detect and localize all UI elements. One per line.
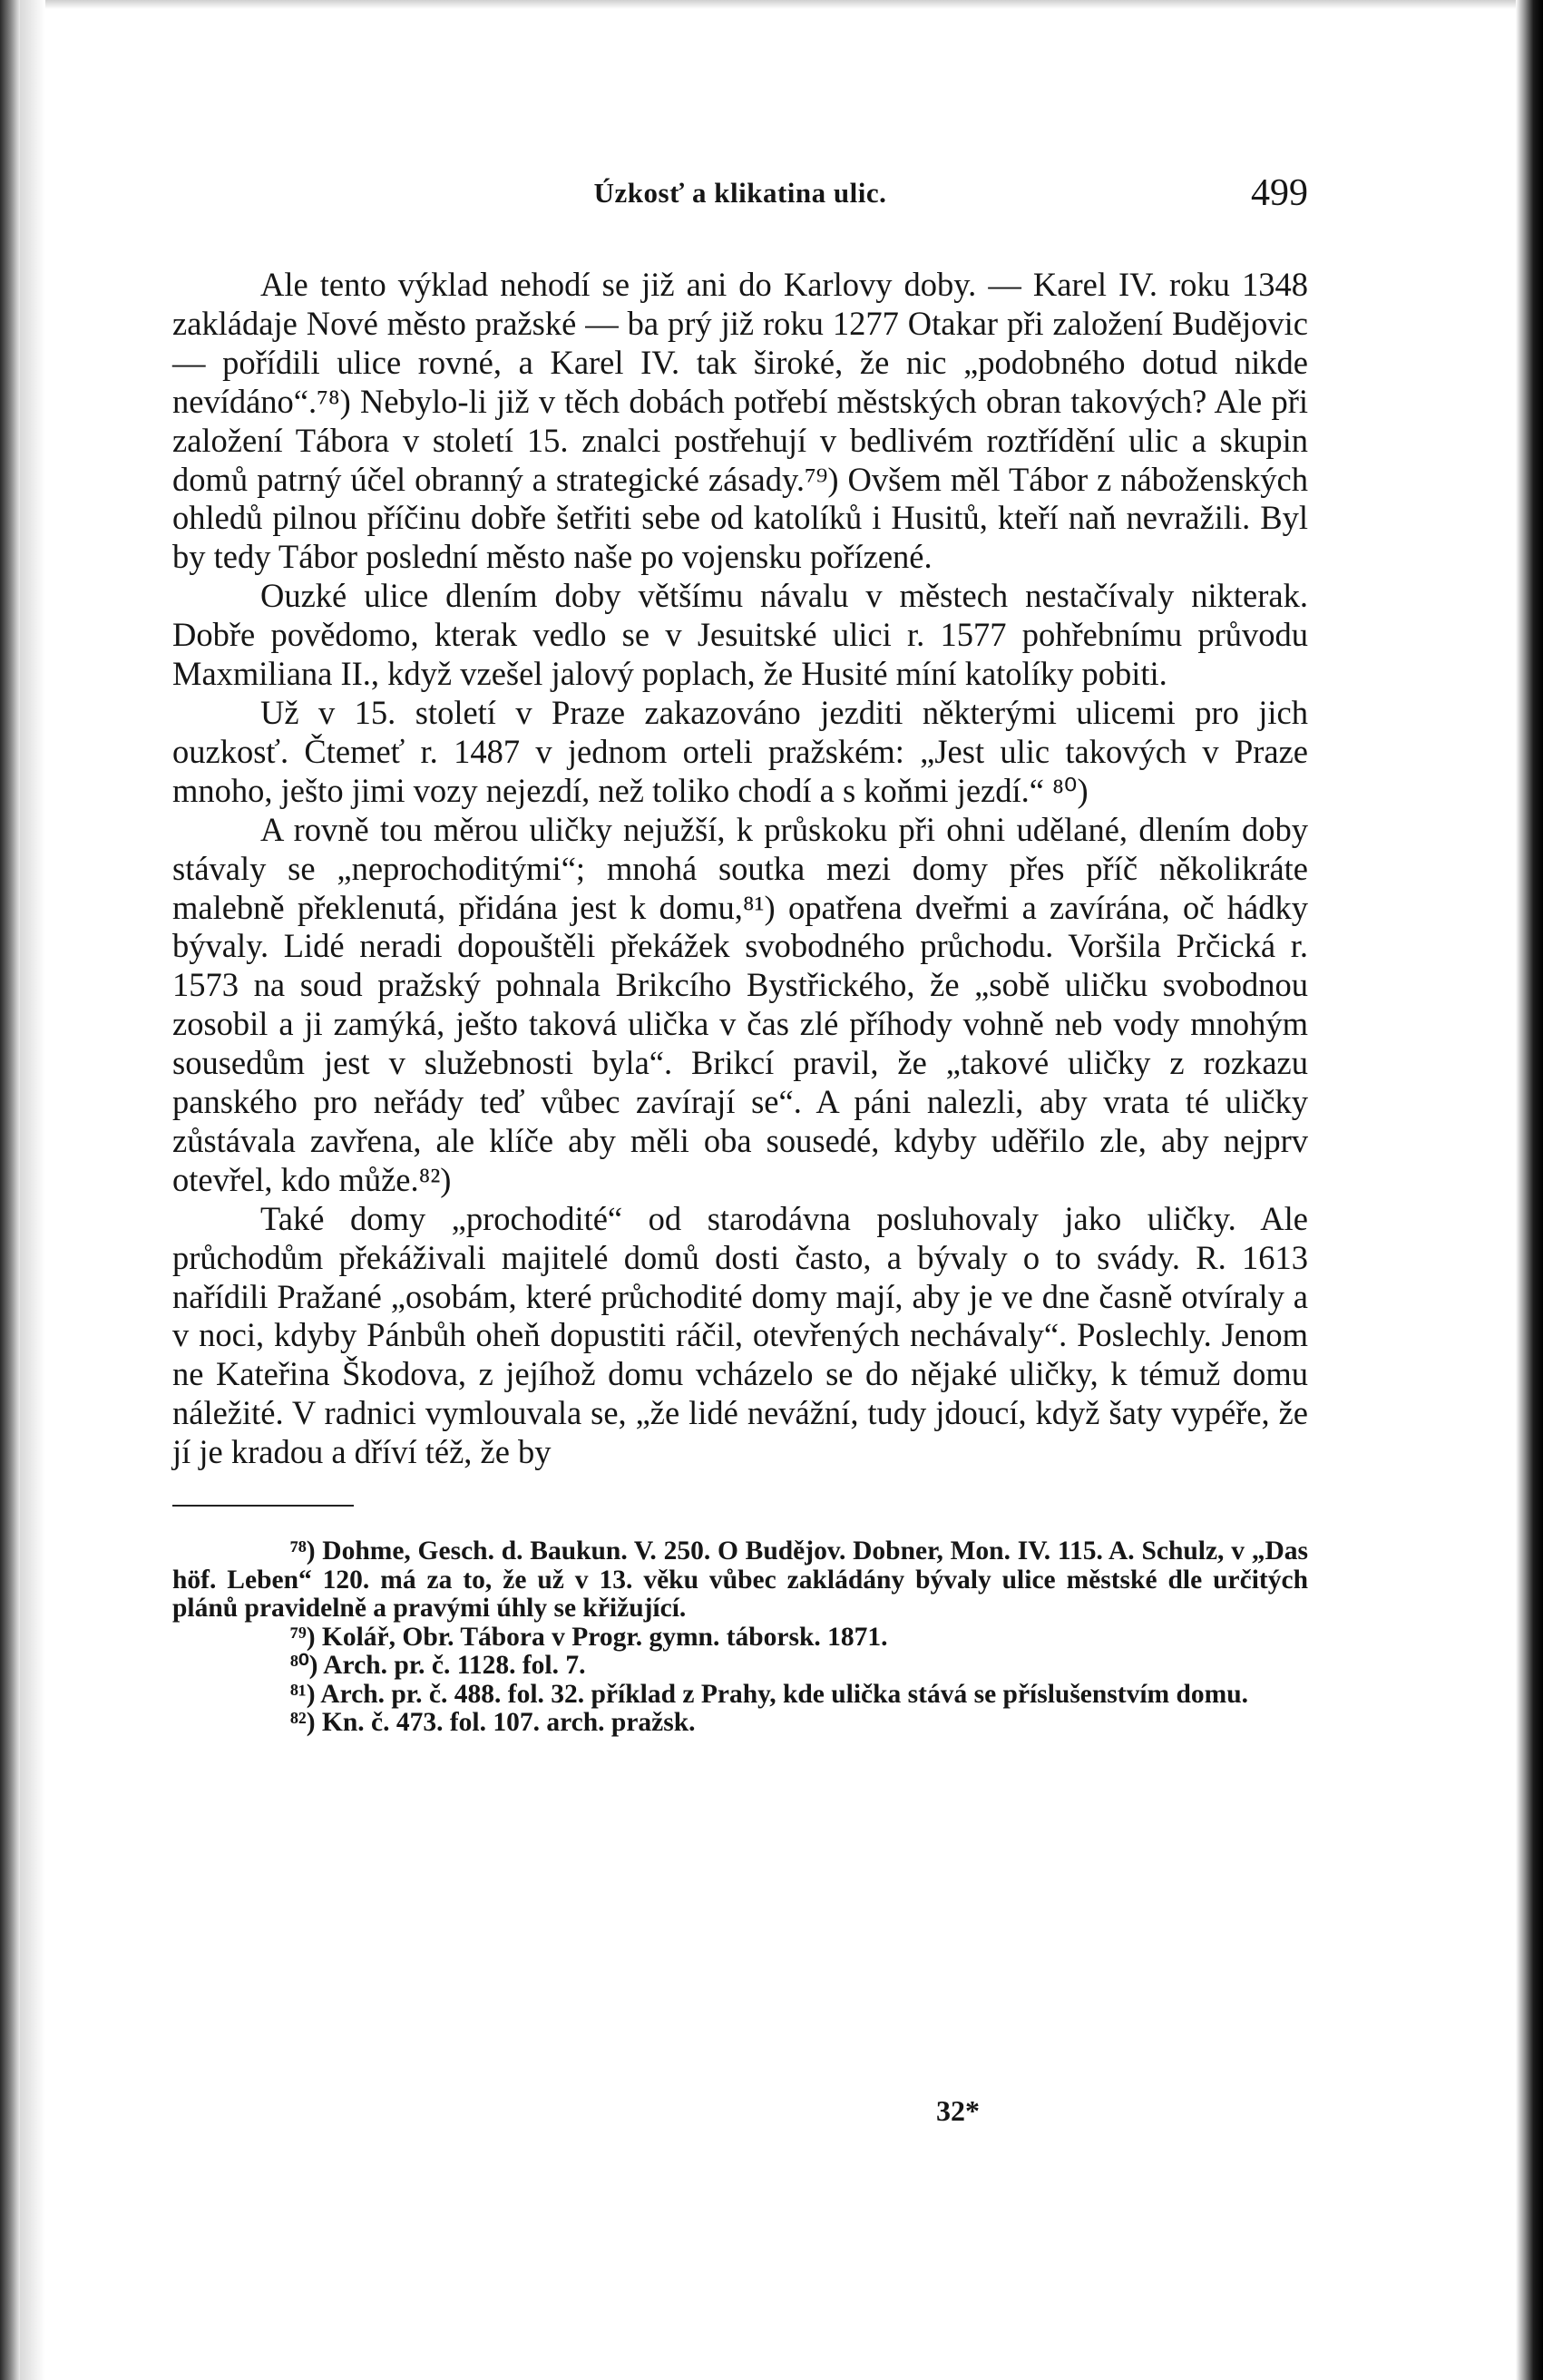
paragraph: Také domy „prochodité“ od starodávna posluhovaly jako uličky. Ale průchodům překáživali majitelé domů dosti často, a bývaly o to svády. R. 1613 nařídili Pražané „osobám, které průchodité domy mají, aby je ve dne časně otvíraly a v noci, kdyby Pánbůh oheň dopustiti ráčil, otevřených nechávaly“. Poslechly. Jenom ne Kateřina Škodova, z jejíhož domu vcházelo se do nějaké uličky, k témuž domu náležité. V radnici vymlouvala se, „že lidé nevážní, tudy jdoucí, když šaty vypéře, že jí je kradou a dříví též, že by [172,1199,1308,1471]
footnote: ⁸⁰) Arch. pr. č. 1128. fol. 7. [290,1651,586,1681]
footnote-rule [172,1505,354,1507]
signature-mark: 32* [936,2094,980,2127]
book-page [172,172,1308,1738]
scan-edge-right [1516,0,1543,2380]
running-head [172,172,1308,222]
paragraph: Ale tento výklad nehodí se již ani do Karlovy doby. — Karel IV. roku 1348 zakládaje Nové město pražské — ba prý již roku 1277 Otakar při založení Budějovic — pořídili ulice rovné, a Karel IV. tak široké, že nic „podobného dotud nikde nevídáno“.⁷⁸) Nebylo-li již v těch dobách potřebí městských obran takových? Ale při založení Tábora v století 15. znalci postřehují v bedlivém roztřídění ulic a skupin domů patrný účel obranný a strategické zásady.⁷⁹) Ovšem měl Tábor z náboženských ohledů pilnou příčinu dobře šetřiti sebe od katolíků i Husitů, kteří naň nevražili. Byl by tedy Tábor poslední město naše po vojensku pořízené. [172,266,1308,576]
paragraph: Ouzké ulice dlením doby většímu návalu v městech nestačívaly nikterak. Dobře povědomo, kterak vedlo se v Jesuitské ulici r. 1577 pohřebnímu průvodu Maxmiliana II., když vzešel jalový poplach, že Husité míní katolíky pobiti. [172,577,1308,693]
footnote: ⁸²) Kn. č. 473. fol. 107. arch. pražsk. [290,1708,696,1738]
page-number: 499 [1251,172,1308,214]
footnote: ⁸¹) Arch. pr. č. 488. fol. 32. příklad z Prahy, kde ulička stává se příslušenstvím domu. [290,1679,1249,1709]
footnotes [172,1537,1308,1738]
footnote: ⁷⁸) Dohme, Gesch. d. Baukun. V. 250. O Budějov. Dobner, Mon. IV. 115. A. Schulz, v „Das höf. Leben“ 120. má za to, že už v 13. věku vůbec zakládány bývaly ulice městské dle určitých plánů pravidelně a pravými úhly se křižující. [172,1536,1308,1624]
running-title: Úzkosť a klikatina ulic. [593,177,887,209]
scan-edge-left [0,0,20,2380]
scan-shadow-left [20,0,45,2380]
footnote: ⁷⁹) Kolář, Obr. Tábora v Progr. gymn. táborsk. 1871. [290,1622,888,1652]
scan-edge-top [0,0,1543,9]
body-text [172,266,1308,1472]
paragraph: A rovně tou měrou uličky nejužší, k průskoku při ohni udělané, dlením doby stávaly se „neprochoditými“; mnohá soutka mezi domy přes příč několikráte malebně překlenutá, přidána jest k domu,⁸¹) opatřena dveřmi a zavírána, oč hádky bývaly. Lidé neradi dopouštěli překážek svobodného průchodu. Voršila Prčická r. 1573 na soud pražský pohnala Brikcího Bystřického, že „sobě uličku svobodnou zosobil a ji zamýká, ješto taková ulička v čas zlé příhody vohně neb vody mnohým sousedům jest v služebnosti byla“. Brikcí pravil, že „takové uličky z rozkazu panského pro neřády teď vůbec zavírají se“. A páni nalezli, aby vrata té uličky zůstávala zavřena, ale klíče aby měli oba sousedé, kdyby uděřilo zle, aby nejprv otevřel, kdo může.⁸²) [172,810,1308,1198]
paragraph: Už v 15. století v Praze zakazováno jezditi některými ulicemi pro jich ouzkosť. Čtemeť r. 1487 v jednom orteli pražském: „Jest ulic takových v Praze mnoho, ješto jimi vozy nejezdí, než toliko chodí a s koňmi jezdí.“ ⁸⁰) [172,693,1308,809]
